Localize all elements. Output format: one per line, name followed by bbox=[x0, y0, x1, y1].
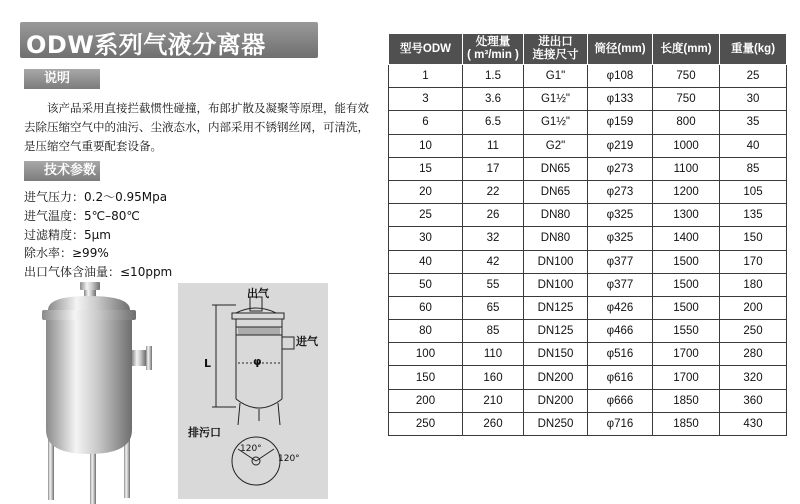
cell-capacity: 11 bbox=[463, 134, 524, 157]
cell-diameter: φ516 bbox=[588, 343, 653, 366]
col-header-connection: 进出口 连接尺寸 bbox=[524, 34, 588, 65]
cell-capacity: 22 bbox=[463, 180, 524, 203]
table-row bbox=[389, 204, 787, 227]
label-drain: 排污口 bbox=[188, 426, 221, 439]
cell-length: 1700 bbox=[653, 343, 720, 366]
table-row bbox=[389, 88, 787, 111]
cell-weight: 25 bbox=[720, 65, 787, 88]
specs-heading: 技术参数 bbox=[24, 161, 100, 181]
spec-item: 过滤精度：5μm bbox=[24, 227, 111, 242]
table-row bbox=[389, 180, 787, 203]
col-header-model: 型号ODW bbox=[389, 34, 463, 65]
cell-diameter: φ616 bbox=[588, 366, 653, 389]
intro-heading: 说明 bbox=[24, 69, 100, 89]
table-row bbox=[389, 296, 787, 319]
cell-model: 15 bbox=[389, 157, 463, 180]
cell-connection: DN125 bbox=[524, 296, 588, 319]
cell-weight: 30 bbox=[720, 88, 787, 111]
spec-item: 进气压力：0.2～0.95Mpa bbox=[24, 190, 168, 204]
cell-weight: 105 bbox=[720, 180, 787, 203]
table-row bbox=[389, 157, 787, 180]
cell-weight: 170 bbox=[720, 250, 787, 273]
cell-model: 100 bbox=[389, 343, 463, 366]
cell-connection: DN80 bbox=[524, 227, 588, 250]
spec-table bbox=[388, 33, 787, 436]
col-header-capacity: 处理量 ( m³/min ) bbox=[463, 34, 524, 65]
cell-length: 1100 bbox=[653, 157, 720, 180]
table-row bbox=[389, 273, 787, 296]
cell-length: 1500 bbox=[653, 273, 720, 296]
separator-photo bbox=[28, 282, 162, 504]
cell-connection: G1½" bbox=[524, 88, 588, 111]
cell-weight: 430 bbox=[720, 412, 787, 435]
cell-length: 1700 bbox=[653, 366, 720, 389]
cell-connection: DN100 bbox=[524, 250, 588, 273]
cell-model: 250 bbox=[389, 412, 463, 435]
cell-capacity: 65 bbox=[463, 296, 524, 319]
spec-item: 进气温度：5℃–80℃ bbox=[24, 208, 140, 223]
cell-length: 750 bbox=[653, 88, 720, 111]
table-row bbox=[389, 250, 787, 273]
table-row bbox=[389, 227, 787, 250]
cell-model: 50 bbox=[389, 273, 463, 296]
specs-list bbox=[24, 188, 172, 282]
cell-length: 1500 bbox=[653, 250, 720, 273]
cell-capacity: 17 bbox=[463, 157, 524, 180]
intro-text: 该产品采用直接拦截惯性碰撞，布郎扩散及凝聚等原理，能有效去除压缩空气中的油污、尘液态水，内部采用不锈钢丝网，可清洗，是压缩空气重要配套设备。 bbox=[24, 101, 369, 153]
cell-diameter: φ666 bbox=[588, 389, 653, 412]
cell-connection: DN150 bbox=[524, 343, 588, 366]
cell-capacity: 32 bbox=[463, 227, 524, 250]
cell-capacity: 85 bbox=[463, 320, 524, 343]
cell-model: 10 bbox=[389, 134, 463, 157]
cell-capacity: 260 bbox=[463, 412, 524, 435]
cell-model: 200 bbox=[389, 389, 463, 412]
cell-weight: 85 bbox=[720, 157, 787, 180]
cell-model: 1 bbox=[389, 65, 463, 88]
cell-diameter: φ219 bbox=[588, 134, 653, 157]
label-angle-2: 120° bbox=[278, 454, 300, 464]
table-header-row bbox=[389, 34, 787, 65]
cell-connection: G2" bbox=[524, 134, 588, 157]
cell-capacity: 1.5 bbox=[463, 65, 524, 88]
table-row bbox=[389, 366, 787, 389]
cell-connection: DN125 bbox=[524, 320, 588, 343]
col-header-length: 长度(mm) bbox=[653, 34, 720, 65]
label-diameter: φ bbox=[253, 355, 262, 368]
cell-diameter: φ325 bbox=[588, 204, 653, 227]
cell-capacity: 210 bbox=[463, 389, 524, 412]
cell-diameter: φ159 bbox=[588, 111, 653, 134]
cell-length: 1400 bbox=[653, 227, 720, 250]
col-header-weight: 重量(kg) bbox=[720, 34, 787, 65]
cell-capacity: 26 bbox=[463, 204, 524, 227]
cell-model: 3 bbox=[389, 88, 463, 111]
label-length: L bbox=[204, 357, 212, 370]
cell-diameter: φ377 bbox=[588, 273, 653, 296]
cell-model: 60 bbox=[389, 296, 463, 319]
cell-connection: G1" bbox=[524, 65, 588, 88]
cell-weight: 320 bbox=[720, 366, 787, 389]
table-row bbox=[389, 111, 787, 134]
cell-connection: DN200 bbox=[524, 389, 588, 412]
cell-weight: 150 bbox=[720, 227, 787, 250]
separator-diagram bbox=[178, 283, 328, 499]
cell-weight: 280 bbox=[720, 343, 787, 366]
cell-connection: DN200 bbox=[524, 366, 588, 389]
cell-weight: 135 bbox=[720, 204, 787, 227]
cell-length: 1000 bbox=[653, 134, 720, 157]
cell-diameter: φ273 bbox=[588, 180, 653, 203]
cell-model: 25 bbox=[389, 204, 463, 227]
spec-item: 除水率：≥99% bbox=[24, 246, 109, 261]
col-header-diameter: 筒径(mm) bbox=[588, 34, 653, 65]
cell-length: 1850 bbox=[653, 412, 720, 435]
cell-model: 150 bbox=[389, 366, 463, 389]
cell-weight: 40 bbox=[720, 134, 787, 157]
spec-item: 出口气体含油量：≤10ppm bbox=[24, 265, 173, 280]
page-title-bar bbox=[20, 22, 318, 58]
cell-model: 30 bbox=[389, 227, 463, 250]
cell-length: 1500 bbox=[653, 296, 720, 319]
cell-capacity: 55 bbox=[463, 273, 524, 296]
cell-connection: DN250 bbox=[524, 412, 588, 435]
label-inlet: 进气 bbox=[296, 335, 318, 348]
cell-weight: 360 bbox=[720, 389, 787, 412]
cell-connection: DN80 bbox=[524, 204, 588, 227]
cell-length: 1300 bbox=[653, 204, 720, 227]
cell-capacity: 42 bbox=[463, 250, 524, 273]
cell-capacity: 160 bbox=[463, 366, 524, 389]
table-row bbox=[389, 320, 787, 343]
table-row bbox=[389, 412, 787, 435]
cell-diameter: φ466 bbox=[588, 320, 653, 343]
cell-diameter: φ716 bbox=[588, 412, 653, 435]
table-row bbox=[389, 389, 787, 412]
cell-length: 1200 bbox=[653, 180, 720, 203]
page-title: ODW系列气液分离器 bbox=[26, 31, 266, 59]
cell-length: 1850 bbox=[653, 389, 720, 412]
cell-model: 80 bbox=[389, 320, 463, 343]
label-outlet: 出气 bbox=[247, 287, 269, 300]
cell-length: 800 bbox=[653, 111, 720, 134]
cell-diameter: φ273 bbox=[588, 157, 653, 180]
label-angle-1: 120° bbox=[240, 444, 262, 454]
cell-model: 20 bbox=[389, 180, 463, 203]
cell-length: 1550 bbox=[653, 320, 720, 343]
table-row bbox=[389, 343, 787, 366]
cell-connection: DN65 bbox=[524, 157, 588, 180]
table-row bbox=[389, 65, 787, 88]
cell-connection: G1½" bbox=[524, 111, 588, 134]
cell-diameter: φ108 bbox=[588, 65, 653, 88]
cell-diameter: φ325 bbox=[588, 227, 653, 250]
cell-capacity: 3.6 bbox=[463, 88, 524, 111]
cell-diameter: φ377 bbox=[588, 250, 653, 273]
table-row bbox=[389, 134, 787, 157]
cell-weight: 250 bbox=[720, 320, 787, 343]
cell-connection: DN100 bbox=[524, 273, 588, 296]
cell-weight: 180 bbox=[720, 273, 787, 296]
cell-model: 40 bbox=[389, 250, 463, 273]
cell-capacity: 6.5 bbox=[463, 111, 524, 134]
cell-model: 6 bbox=[389, 111, 463, 134]
cell-weight: 200 bbox=[720, 296, 787, 319]
cell-weight: 35 bbox=[720, 111, 787, 134]
cell-length: 750 bbox=[653, 65, 720, 88]
cell-diameter: φ426 bbox=[588, 296, 653, 319]
cell-capacity: 110 bbox=[463, 343, 524, 366]
cell-diameter: φ133 bbox=[588, 88, 653, 111]
cell-connection: DN65 bbox=[524, 180, 588, 203]
